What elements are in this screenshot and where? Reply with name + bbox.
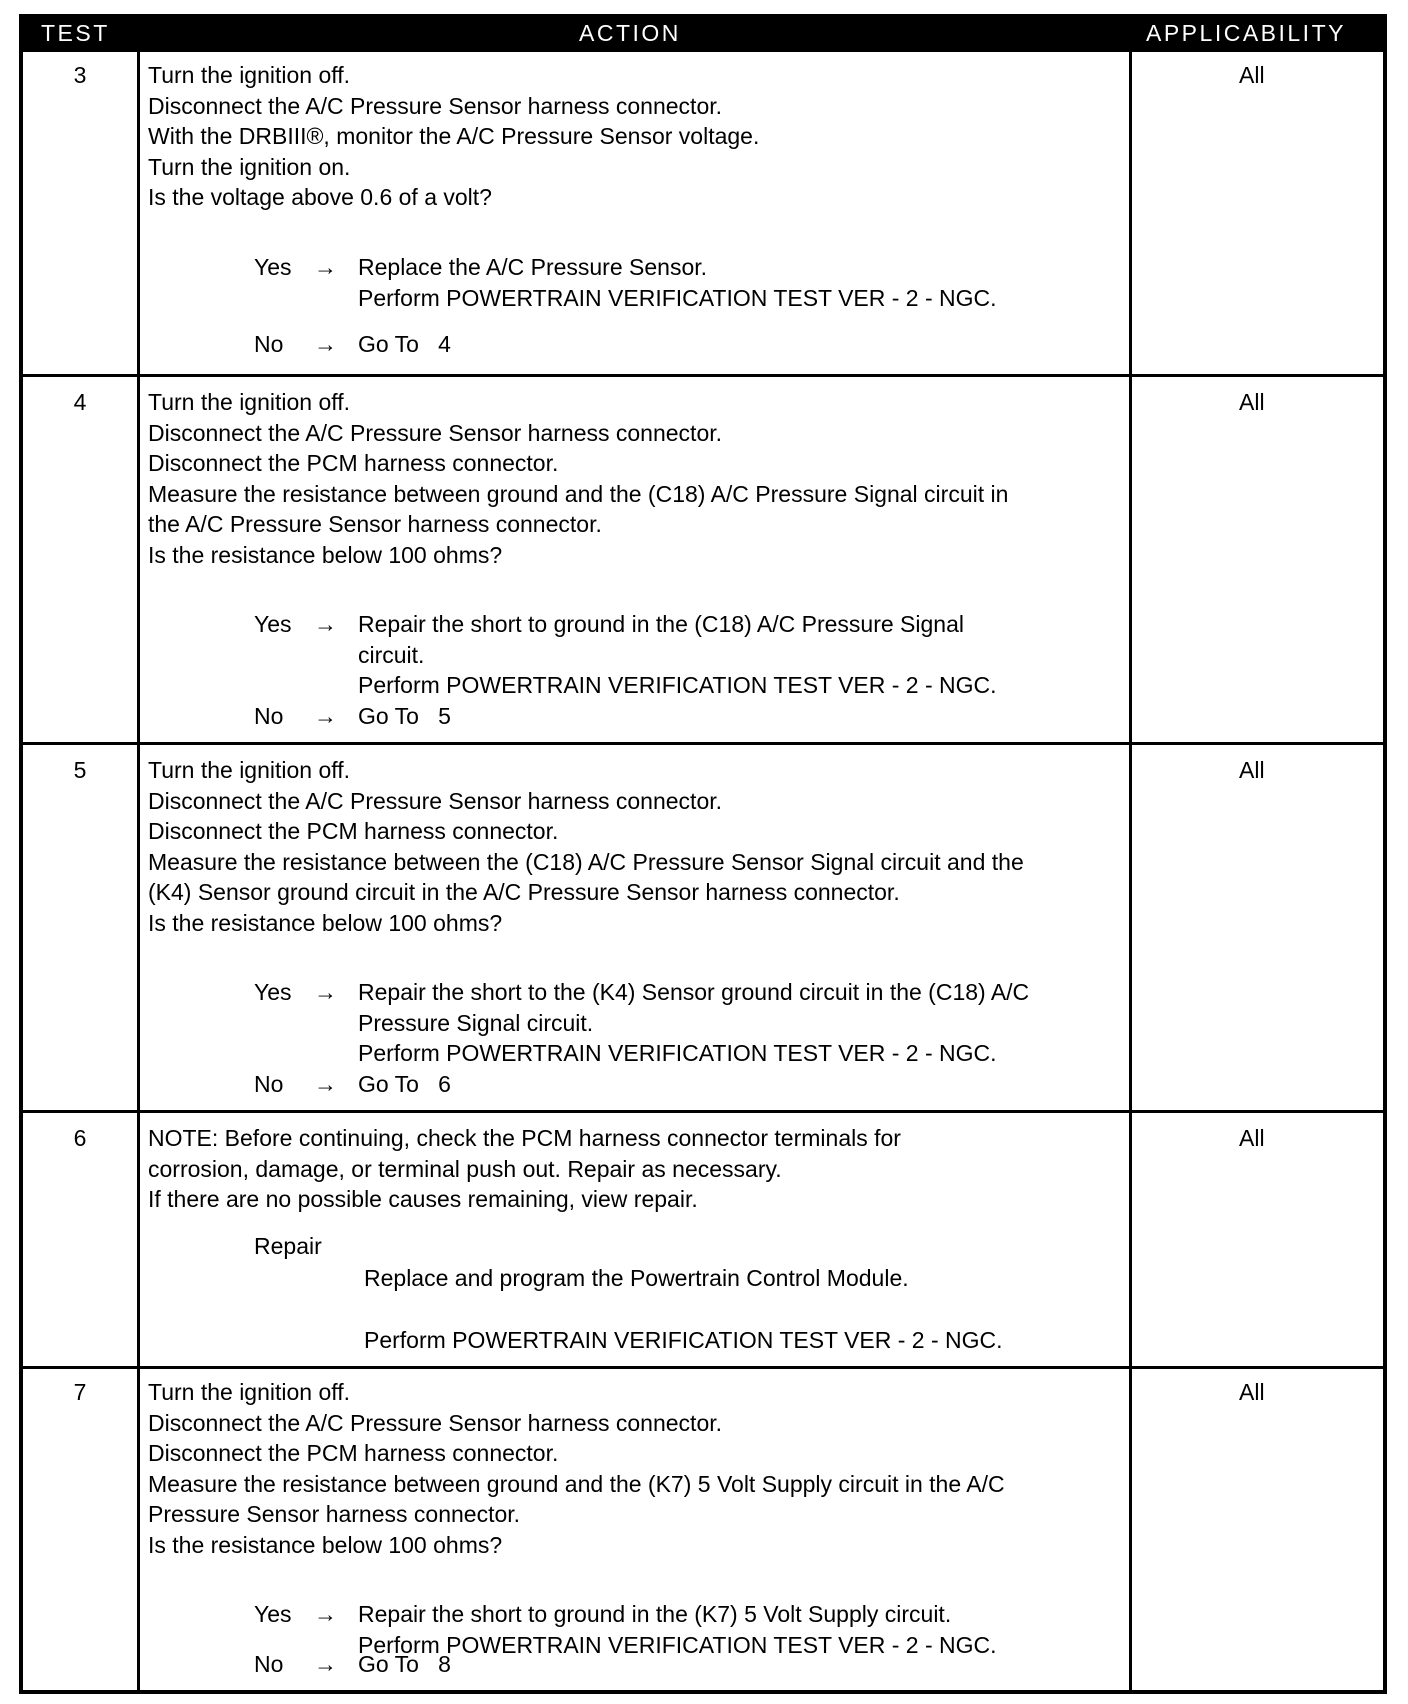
step-line: Is the resistance below 100 ohms? xyxy=(148,909,503,936)
test-number: 6 xyxy=(73,1125,87,1151)
yes-line: Repair the short to ground in the (C18) A/C Pressure Signal xyxy=(358,611,964,637)
arrow-right-icon: → xyxy=(314,331,337,357)
header-applicability: APPLICABILITY xyxy=(1146,20,1346,46)
test-number: 4 xyxy=(73,389,87,415)
step-line: Turn the ignition off. xyxy=(148,389,351,415)
table-row xyxy=(19,745,1387,1110)
no-label: No xyxy=(254,1071,284,1097)
applicability-value: All xyxy=(1239,389,1265,415)
yes-label: Yes xyxy=(254,1601,292,1627)
no-label: No xyxy=(254,703,284,729)
action-steps xyxy=(148,755,1128,939)
yes-line: Repair the short to the (K4) Sensor ground circuit in the (C18) A/C xyxy=(358,979,1030,1005)
yes-line: Pressure Signal circuit. xyxy=(358,1009,594,1036)
step-line: Is the resistance below 100 ohms? xyxy=(148,541,503,568)
step-line: Disconnect the A/C Pressure Sensor harness connector. xyxy=(148,1409,723,1436)
step-line: Is the voltage above 0.6 of a volt? xyxy=(148,184,492,211)
applicability-value: All xyxy=(1239,1379,1265,1405)
step-line: (K4) Sensor ground circuit in the A/C Pressure Sensor harness connector. xyxy=(148,879,900,906)
yes-line: Replace the A/C Pressure Sensor. xyxy=(358,254,708,280)
step-line: corrosion, damage, or terminal push out. Repair as necessary. xyxy=(148,1155,782,1182)
yes-line: Perform POWERTRAIN VERIFICATION TEST VER - 2 - NGC. xyxy=(358,672,997,699)
step-line: Is the resistance below 100 ohms? xyxy=(148,1531,503,1558)
table-border-bottom xyxy=(19,1690,1387,1694)
applicability-value: All xyxy=(1239,62,1265,88)
step-line: Disconnect the A/C Pressure Sensor harness connector. xyxy=(148,419,723,446)
step-line: Turn the ignition off. xyxy=(148,62,351,88)
step-line: Disconnect the PCM harness connector. xyxy=(148,818,559,845)
table-header xyxy=(19,14,1387,52)
test-number: 5 xyxy=(73,757,87,783)
no-result: Go To 6 xyxy=(358,1071,451,1097)
action-steps xyxy=(148,387,1128,571)
repair-instruction: Replace and program the Powertrain Control Module. xyxy=(364,1265,909,1291)
table-row xyxy=(19,1369,1387,1690)
action-steps xyxy=(148,60,1128,213)
arrow-right-icon: → xyxy=(314,611,337,637)
yes-line: circuit. xyxy=(358,641,425,668)
header-action: ACTION xyxy=(579,20,681,46)
applicability-value: All xyxy=(1239,1125,1265,1151)
yes-label: Yes xyxy=(254,611,292,637)
test-number: 3 xyxy=(73,62,87,88)
yes-result xyxy=(358,252,1128,313)
repair-verification: Perform POWERTRAIN VERIFICATION TEST VER - 2 - NGC. xyxy=(364,1327,1003,1353)
yes-label: Yes xyxy=(254,979,292,1005)
table-body xyxy=(19,52,1387,1694)
arrow-right-icon: → xyxy=(314,1071,337,1097)
step-line: the A/C Pressure Sensor harness connector. xyxy=(148,511,602,538)
diagnostic-table xyxy=(19,14,1387,1694)
step-line: Measure the resistance between ground and the (C18) A/C Pressure Signal circuit in xyxy=(148,480,1009,507)
no-label: No xyxy=(254,1651,284,1677)
table-row xyxy=(19,52,1387,374)
yes-result xyxy=(358,609,1128,701)
arrow-right-icon: → xyxy=(314,1651,337,1677)
no-result: Go To 8 xyxy=(358,1651,451,1677)
repair-label: Repair xyxy=(254,1233,322,1259)
no-result: Go To 4 xyxy=(358,331,451,357)
step-line: Disconnect the PCM harness connector. xyxy=(148,1440,559,1467)
arrow-right-icon: → xyxy=(314,254,337,280)
no-result: Go To 5 xyxy=(358,703,451,729)
step-line: Pressure Sensor harness connector. xyxy=(148,1501,521,1528)
step-line: Measure the resistance between the (C18) A/C Pressure Sensor Signal circuit and the xyxy=(148,848,1024,875)
step-line: If there are no possible causes remaining, view repair. xyxy=(148,1186,698,1213)
header-test: TEST xyxy=(41,20,110,46)
table-row xyxy=(19,377,1387,742)
arrow-right-icon: → xyxy=(314,703,337,729)
step-line: Turn the ignition on. xyxy=(148,153,351,180)
step-line: Disconnect the PCM harness connector. xyxy=(148,450,559,477)
step-line: Turn the ignition off. xyxy=(148,1379,351,1405)
step-line: Disconnect the A/C Pressure Sensor harness connector. xyxy=(148,92,723,119)
arrow-right-icon: → xyxy=(314,979,337,1005)
arrow-right-icon: → xyxy=(314,1601,337,1627)
step-line: NOTE: Before continuing, check the PCM harness connector terminals for xyxy=(148,1125,901,1151)
yes-line: Repair the short to ground in the (K7) 5 Volt Supply circuit. xyxy=(358,1601,952,1627)
test-number: 7 xyxy=(73,1379,87,1405)
yes-line: Perform POWERTRAIN VERIFICATION TEST VER - 2 - NGC. xyxy=(358,284,997,311)
yes-result xyxy=(358,977,1128,1069)
action-steps xyxy=(148,1123,1128,1215)
applicability-value: All xyxy=(1239,757,1265,783)
step-line: Measure the resistance between ground and the (K7) 5 Volt Supply circuit in the A/C xyxy=(148,1470,1005,1497)
yes-label: Yes xyxy=(254,254,292,280)
step-line: Disconnect the A/C Pressure Sensor harness connector. xyxy=(148,787,723,814)
yes-line: Perform POWERTRAIN VERIFICATION TEST VER - 2 - NGC. xyxy=(358,1040,997,1067)
table-row xyxy=(19,1113,1387,1366)
no-label: No xyxy=(254,331,284,357)
yes-line: Perform POWERTRAIN VERIFICATION TEST VER - 2 - NGC. xyxy=(358,1631,997,1658)
step-line: With the DRBIII®, monitor the A/C Pressure Sensor voltage. xyxy=(148,123,760,150)
action-steps xyxy=(148,1377,1128,1561)
step-line: Turn the ignition off. xyxy=(148,757,351,783)
